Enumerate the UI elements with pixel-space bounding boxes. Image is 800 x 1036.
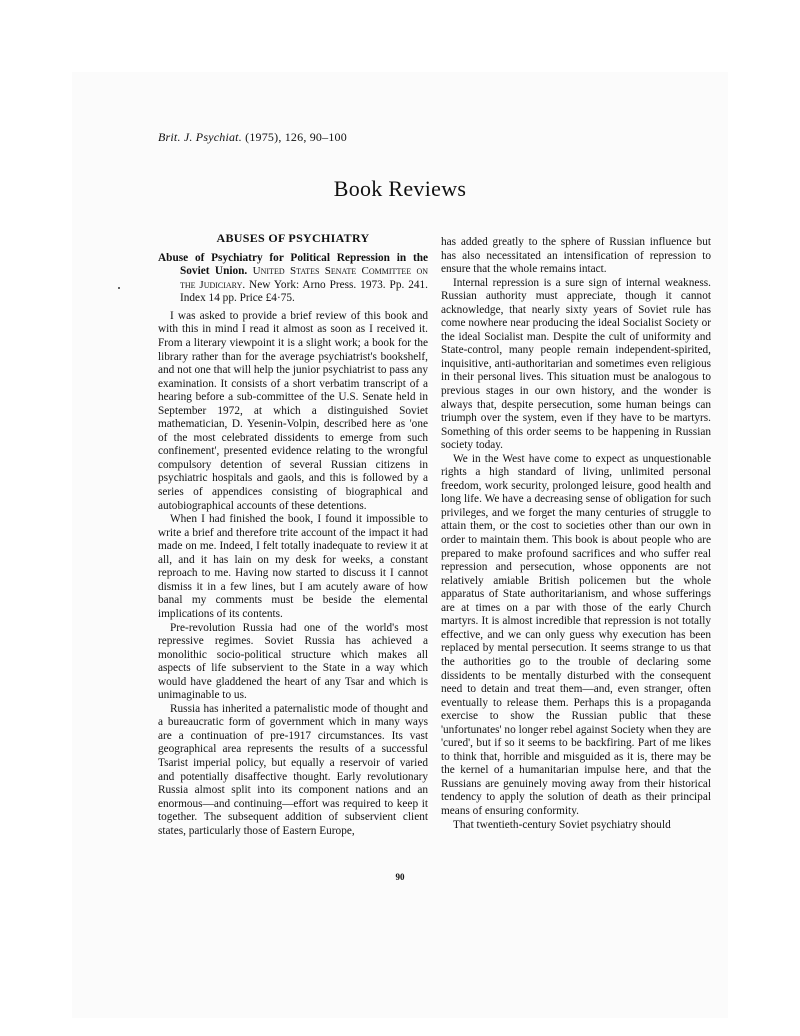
section-title: Book Reviews: [333, 176, 467, 201]
scan-speck: [118, 287, 120, 289]
paragraph: When I had finished the book, I found it impossible to write a brief and therefore trite account of the impact it had made on me. Indeed, I felt totally inadequate to review it at all, and it has lain on my desk for weeks, a constant reproach to me. Having now started to discuss it I cannot dismiss it in a few lines, but I am acutely aware of how banal my comments must be beside the elemental implications of its contents.: [158, 513, 428, 620]
publisher-committee: United States Senate Committee on the Judiciary.: [180, 265, 429, 291]
journal-name: Brit. J. Psychiat.: [158, 130, 242, 144]
right-column: [441, 236, 711, 832]
paragraph: We in the West have come to expect as unquestionable rights a high standard of living, unlimited personal freedom, work security, prolonged leisure, good health and long life. We have a decreasing sense of obligation for such privileges, and we forget the many centuries of struggle to attain them, or the cost to societies other than our own in order to maintain them. This book is about people who are prepared to make profound sacrifices and who suffer real repression and persecution, whose opponents are not relatively amiable British policemen but the whole apparatus of State authoritarianism, and whose sufferings are at times on a par with those of the early Church martyrs. It is almost incredible that repression is not totally effective, and we can only guess why execution has been replaced by mental persecution. It seems strange to us that the authorities go to the trouble of declaring some dissidents to be mentally disturbed with the consequent need to detain and treat them—and, even stranger, often eventually to release them. Perhaps this is a propaganda exercise to show the Russian public that these 'unfortunates' no longer rebel against Society when they are 'cured', but if so it seems to be backfiring. Part of me likes to think that, horrible and misguided as it is, there may be the kernel of a humanitarian impulse here, and that the Russians are genuinely moving away from their historical tendency to apply the solution of death as their principal means of ensuring conformity.: [441, 452, 711, 817]
paragraph: That twentieth-century Soviet psychiatry should: [453, 818, 671, 831]
paragraph: has added greatly to the sphere of Russian influence but has also necessitated an intensification of repression to ensure that the whole remains intact.: [441, 236, 711, 276]
paragraph: Pre-revolution Russia had one of the world's most repressive regimes. Soviet Russia has achieved a monolithic socio-political structure which makes all aspects of life subservient to the State in a way which would have gladdened the heart of any Tsar and which is unimaginable to us.: [158, 621, 428, 702]
journal-citation: [158, 130, 347, 145]
book-title: Abuse of Psychiatry for Political Repression in the Soviet Union.: [158, 251, 428, 278]
paragraph: I was asked to provide a brief review of this book and with this in mind I read it almost as soon as I received it. From a literary viewpoint it is a slight work; a book for the library rather than for the average psychiatrist's bookshelf, and not one that will help the junior psychiatrist to pass any examination. It consists of a short verbatim transcript of a hearing before a sub-committee of the U.S. Senate held in September 1972, at which a distinguished Soviet mathematician, D. Yesenin-Volpin, described here as 'one of the most celebrated dissidents to emerge from such confinement', presented evidence relating to the wrongful compulsory detention of several Russian citizens in psychiatric hospitals and gaols, and this is followed by a series of appendices consisting of biographical and autobiographical accounts of these detentions.: [158, 309, 428, 512]
left-column: [158, 232, 428, 838]
page-number: 90: [395, 872, 405, 882]
publication-details: New York: Arno Press. 1973. Pp. 241. Index 14 pp. Price £4·75.: [180, 278, 428, 305]
review-title: ABUSES OF PSYCHIATRY: [216, 231, 370, 245]
paragraph: Russia has inherited a paternalistic mode of thought and a bureaucratic form of government which in many ways are a continuation of pre-1917 circumstances. Its vast geographical area represents the results of a successful Tsarist imperial policy, but equally a reservoir of varied and potentially disaffective thought. Early revolutionary Russia almost split into its component nations and an enormous—and continuing—effort was required to keep it together. The subsequent addition of subservient client states, particularly those of Eastern Europe,: [158, 702, 428, 837]
bibliographic-entry: [158, 252, 428, 306]
paragraph: Internal repression is a sure sign of internal weakness. Russian authority must appreciate, though it cannot acknowledge, that nearly sixty years of Soviet rule has come nowhere near producing the ideal Socialist Society or the ideal Socialist man. Despite the cult of uniformity and State-control, many people remain independent-spirited, inquisitive, anti-authoritarian and sometimes even religious in their personal lives. This situation must be analogous to previous stages in our own history, and the wonder is always that, despite persecution, some human beings can triumph over the system, even if they have to be martyrs. Something of this order seems to be happening in Russian society today.: [441, 276, 711, 452]
journal-details: (1975), 126, 90–100: [245, 130, 347, 144]
